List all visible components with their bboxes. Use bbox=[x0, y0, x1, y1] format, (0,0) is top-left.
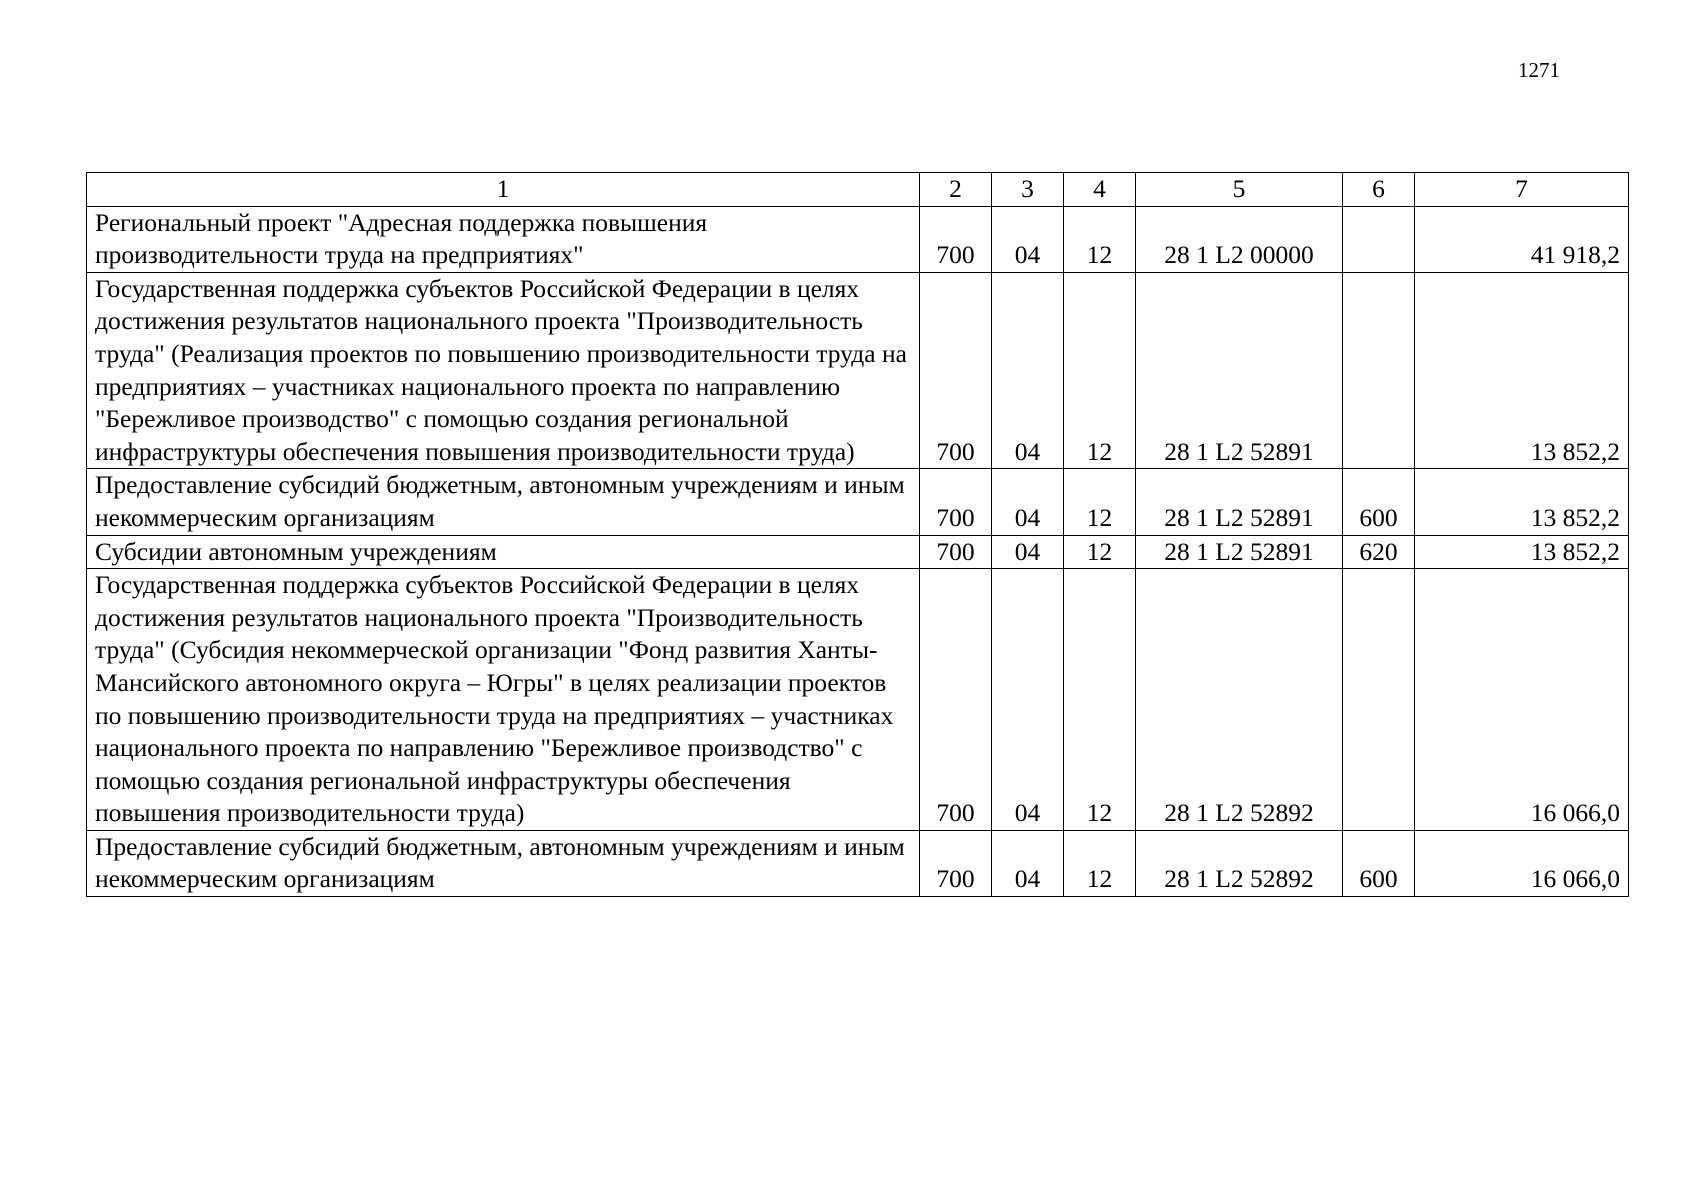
cell-amount: 41 918,2 bbox=[1415, 206, 1629, 272]
row-name bbox=[87, 469, 920, 535]
cell-col4: 12 bbox=[1064, 569, 1136, 831]
column-header: 1 bbox=[87, 173, 920, 207]
cell-col4: 12 bbox=[1064, 830, 1136, 896]
cell-col6 bbox=[1343, 272, 1415, 469]
column-header: 2 bbox=[920, 173, 992, 207]
row-name-text: Предоставление субсидий бюджетным, автономным учреждениям и иным некоммерческим организациям bbox=[95, 470, 905, 532]
row-name bbox=[87, 830, 920, 896]
cell-col4: 12 bbox=[1064, 272, 1136, 469]
column-header: 3 bbox=[992, 173, 1064, 207]
row-name bbox=[87, 535, 920, 569]
column-header: 5 bbox=[1136, 173, 1343, 207]
cell-col2: 700 bbox=[920, 569, 992, 831]
table-row bbox=[87, 569, 1629, 831]
cell-col2: 700 bbox=[920, 830, 992, 896]
cell-col5: 28 1 L2 52891 bbox=[1136, 272, 1343, 469]
cell-col5: 28 1 L2 00000 bbox=[1136, 206, 1343, 272]
cell-col5: 28 1 L2 52891 bbox=[1136, 469, 1343, 535]
cell-amount: 16 066,0 bbox=[1415, 830, 1629, 896]
cell-col6 bbox=[1343, 569, 1415, 831]
cell-amount: 16 066,0 bbox=[1415, 569, 1629, 831]
row-name-text: Государственная поддержка субъектов Российской Федерации в целях достижения результатов национального проекта "Производительность труда" (Реализация проектов по повышению производительности труда на предприятиях – участниках национального проекта по направлению "Бережливое производство" с помощью создания региональной инфраструктуры обеспечения повышения производительности труда) bbox=[95, 273, 907, 466]
table-row bbox=[87, 469, 1629, 535]
row-name-text: Субсидии автономным учреждениям bbox=[95, 536, 497, 566]
cell-col2: 700 bbox=[920, 535, 992, 569]
cell-amount: 13 852,2 bbox=[1415, 469, 1629, 535]
cell-col2: 700 bbox=[920, 206, 992, 272]
cell-col4: 12 bbox=[1064, 206, 1136, 272]
cell-col6: 600 bbox=[1343, 830, 1415, 896]
cell-col2: 700 bbox=[920, 272, 992, 469]
cell-col2: 700 bbox=[920, 469, 992, 535]
cell-amount: 13 852,2 bbox=[1415, 272, 1629, 469]
cell-col3: 04 bbox=[992, 830, 1064, 896]
cell-col6: 620 bbox=[1343, 535, 1415, 569]
cell-col3: 04 bbox=[992, 535, 1064, 569]
cell-col3: 04 bbox=[992, 206, 1064, 272]
cell-amount: 13 852,2 bbox=[1415, 535, 1629, 569]
cell-col3: 04 bbox=[992, 569, 1064, 831]
table-row bbox=[87, 535, 1629, 569]
row-name bbox=[87, 206, 920, 272]
header-row bbox=[87, 173, 1629, 207]
cell-col5: 28 1 L2 52891 bbox=[1136, 535, 1343, 569]
row-name bbox=[87, 569, 920, 831]
cell-col3: 04 bbox=[992, 272, 1064, 469]
cell-col4: 12 bbox=[1064, 535, 1136, 569]
column-header: 7 bbox=[1415, 173, 1629, 207]
column-header: 4 bbox=[1064, 173, 1136, 207]
cell-col6 bbox=[1343, 206, 1415, 272]
page-number: 1271 bbox=[1518, 58, 1560, 82]
row-name-text: Государственная поддержка субъектов Российской Федерации в целях достижения результатов национального проекта "Производительность труда" (Субсидия некоммерческой организации "Фонд развития Ханты-Мансийского автономного округа – Югры" в целях реализации проектов по повышению производительности труда на предприятиях – участниках национального проекта по направлению "Бережливое производство" с помощью создания региональной инфраструктуры обеспечения повышения производительности труда) bbox=[95, 570, 894, 828]
column-header: 6 bbox=[1343, 173, 1415, 207]
table-row bbox=[87, 830, 1629, 896]
cell-col5: 28 1 L2 52892 bbox=[1136, 830, 1343, 896]
budget-table bbox=[86, 172, 1629, 897]
cell-col3: 04 bbox=[992, 469, 1064, 535]
cell-col6: 600 bbox=[1343, 469, 1415, 535]
table-row bbox=[87, 206, 1629, 272]
cell-col5: 28 1 L2 52892 bbox=[1136, 569, 1343, 831]
row-name-text: Предоставление субсидий бюджетным, автономным учреждениям и иным некоммерческим организациям bbox=[95, 831, 905, 894]
row-name bbox=[87, 272, 920, 469]
table-row bbox=[87, 272, 1629, 469]
row-name-text: Региональный проект "Адресная поддержка повышения производительности труда на предприятиях" bbox=[95, 207, 708, 270]
cell-col4: 12 bbox=[1064, 469, 1136, 535]
